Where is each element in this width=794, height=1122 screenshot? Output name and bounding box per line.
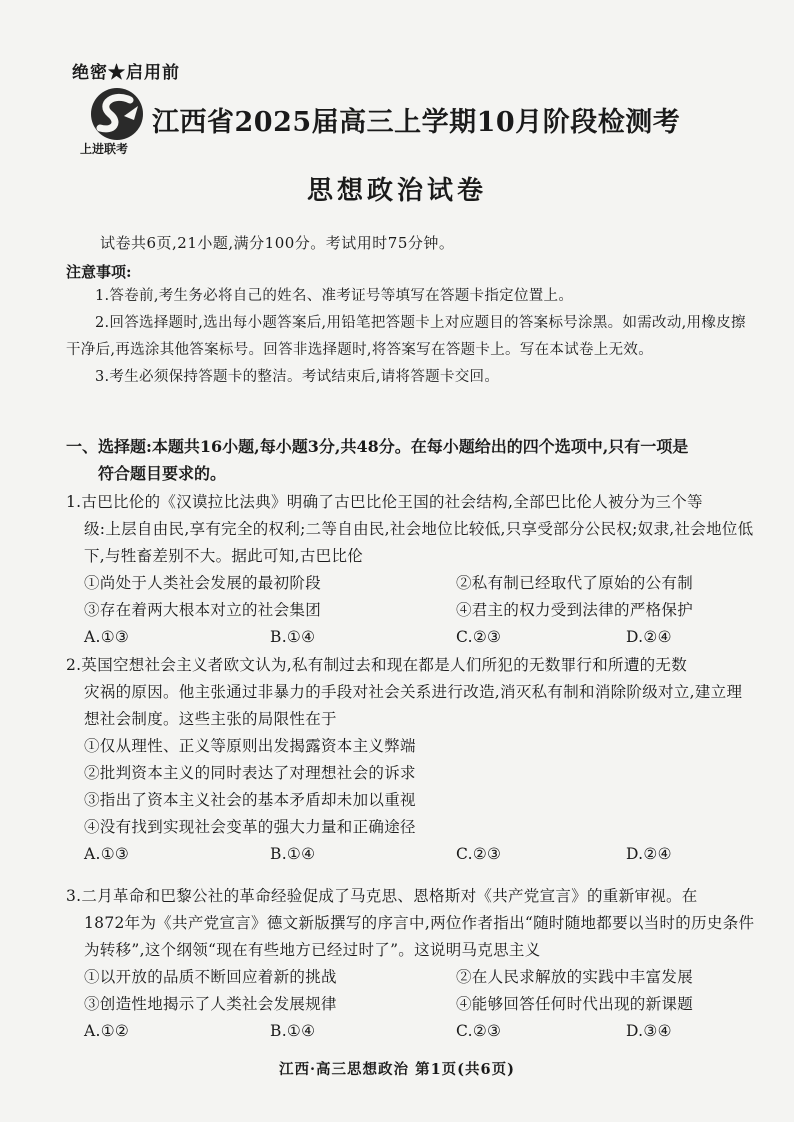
question-number: 2.: [66, 656, 82, 674]
question-stem-first: 英国空想社会主义者欧文认为,私有制过去和现在都是人们所犯的无数罪行和所遭的无数: [81, 656, 688, 674]
statement-list: [66, 733, 756, 841]
answer-option-a: A.①③: [84, 628, 130, 646]
question-stem: [66, 652, 756, 733]
question-1: [66, 489, 756, 651]
statement: ④没有找到实现社会变革的强大力量和正确途径: [84, 818, 416, 836]
statement: ①仅从理性、正义等原则出发揭露资本主义弊端: [84, 737, 416, 755]
question-3: [66, 883, 756, 1045]
notice-item: 2.回答选择题时,选出每小题答案后,用铅笔把答题卡上对应题目的答案标号涂黑。如需改动,用橡皮擦干净后,再选涂其他答案标号。回答非选择题时,将答案写在答题卡上。写在本试卷上无效。: [66, 315, 746, 358]
answer-option-c: C.②③: [456, 1022, 502, 1040]
statement-list: [66, 964, 756, 1018]
statement: ③指出了资本主义社会的基本矛盾却未加以重视: [84, 791, 416, 809]
notice-list: [66, 283, 746, 391]
answer-options: [66, 1018, 756, 1045]
statement: ②在人民求解放的实践中丰富发展: [456, 968, 694, 986]
answer-option-c: C.②③: [456, 628, 502, 646]
section-line-2: 符合题目要求的。: [98, 464, 227, 483]
exam-subtitle: 思想政治试卷: [306, 176, 487, 206]
statement: ①以开放的品质不断回应着新的挑战: [84, 968, 337, 986]
answer-option-d: D.③④: [626, 1022, 672, 1040]
question-stem: [66, 489, 756, 570]
statement: ②批判资本主义的同时表达了对理想社会的诉求: [84, 764, 416, 782]
statement-list: [66, 570, 756, 624]
section-line-1: 一、选择题:本题共16小题,每小题3分,共48分。在每小题给出的四个选项中,只有一项是: [66, 437, 689, 456]
statement: ①尚处于人类社会发展的最初阶段: [84, 574, 322, 592]
question-stem-first: 古巴比伦的《汉谟拉比法典》明确了古巴比伦王国的社会结构,全部巴比伦人被分为三个等: [81, 493, 703, 511]
notice-item: 1.答卷前,考生务必将自己的姓名、准考证号等填写在答题卡指定位置上。: [95, 288, 574, 304]
question-number: 1.: [66, 493, 82, 511]
answer-option-b: B.①④: [270, 1022, 316, 1040]
answer-option-a: A.①③: [84, 845, 130, 863]
section-heading: [66, 433, 756, 487]
question-number: 3.: [66, 887, 82, 905]
statement: ④能够回答任何时代出现的新课题: [456, 995, 694, 1013]
notice-heading: 注意事项:: [66, 263, 132, 281]
answer-options: [66, 841, 756, 868]
answer-option-b: B.①④: [270, 628, 316, 646]
answer-option-c: C.②③: [456, 845, 502, 863]
question-stem-rest: 级:上层自由民,享有完全的权利;二等自由民,社会地位比较低,只享受部分公民权;奴隶,社会地位低下,与牲畜差别不大。据此可知,古巴比伦: [84, 520, 754, 565]
question-2: [66, 652, 756, 868]
question-stem-first: 二月革命和巴黎公社的革命经验促成了马克思、恩格斯对《共产党宣言》的重新审视。在: [81, 887, 698, 905]
question-stem: [66, 883, 756, 964]
logo-text: 上进联考: [80, 142, 129, 156]
answer-options: [66, 624, 756, 651]
exam-title: 江西省2025届高三上学期10月阶段检测考: [152, 107, 681, 138]
statement: ③存在着两大根本对立的社会集团: [84, 601, 322, 619]
answer-option-a: A.①②: [84, 1022, 130, 1040]
answer-option-b: B.①④: [270, 845, 316, 863]
exam-info: 试卷共6页,21小题,满分100分。考试用时75分钟。: [100, 234, 455, 252]
statement: ②私有制已经取代了原始的公有制: [456, 574, 694, 592]
statement: ④君主的权力受到法律的严格保护: [456, 601, 694, 619]
page-footer: 江西·高三思想政治 第1页(共6页): [279, 1061, 515, 1078]
answer-option-d: D.②④: [626, 628, 672, 646]
notice-item: 3.考生必须保持答题卡的整洁。考试结束后,请将答题卡交回。: [95, 369, 500, 385]
question-stem-rest: 灾祸的原因。他主张通过非暴力的手段对社会关系进行改造,消灭私有制和消除阶级对立,建立理想社会制度。这些主张的局限性在于: [84, 683, 743, 728]
question-stem-rest: 1872年为《共产党宣言》德文新版撰写的序言中,两位作者指出“随时随地都要以当时的历史条件为转移”,这个纲领“现在有些地方已经过时了”。这说明马克思主义: [84, 914, 755, 959]
answer-option-d: D.②④: [626, 845, 672, 863]
statement: ③创造性地揭示了人类社会发展规律: [84, 995, 337, 1013]
secret-label: 绝密★启用前: [72, 63, 180, 83]
